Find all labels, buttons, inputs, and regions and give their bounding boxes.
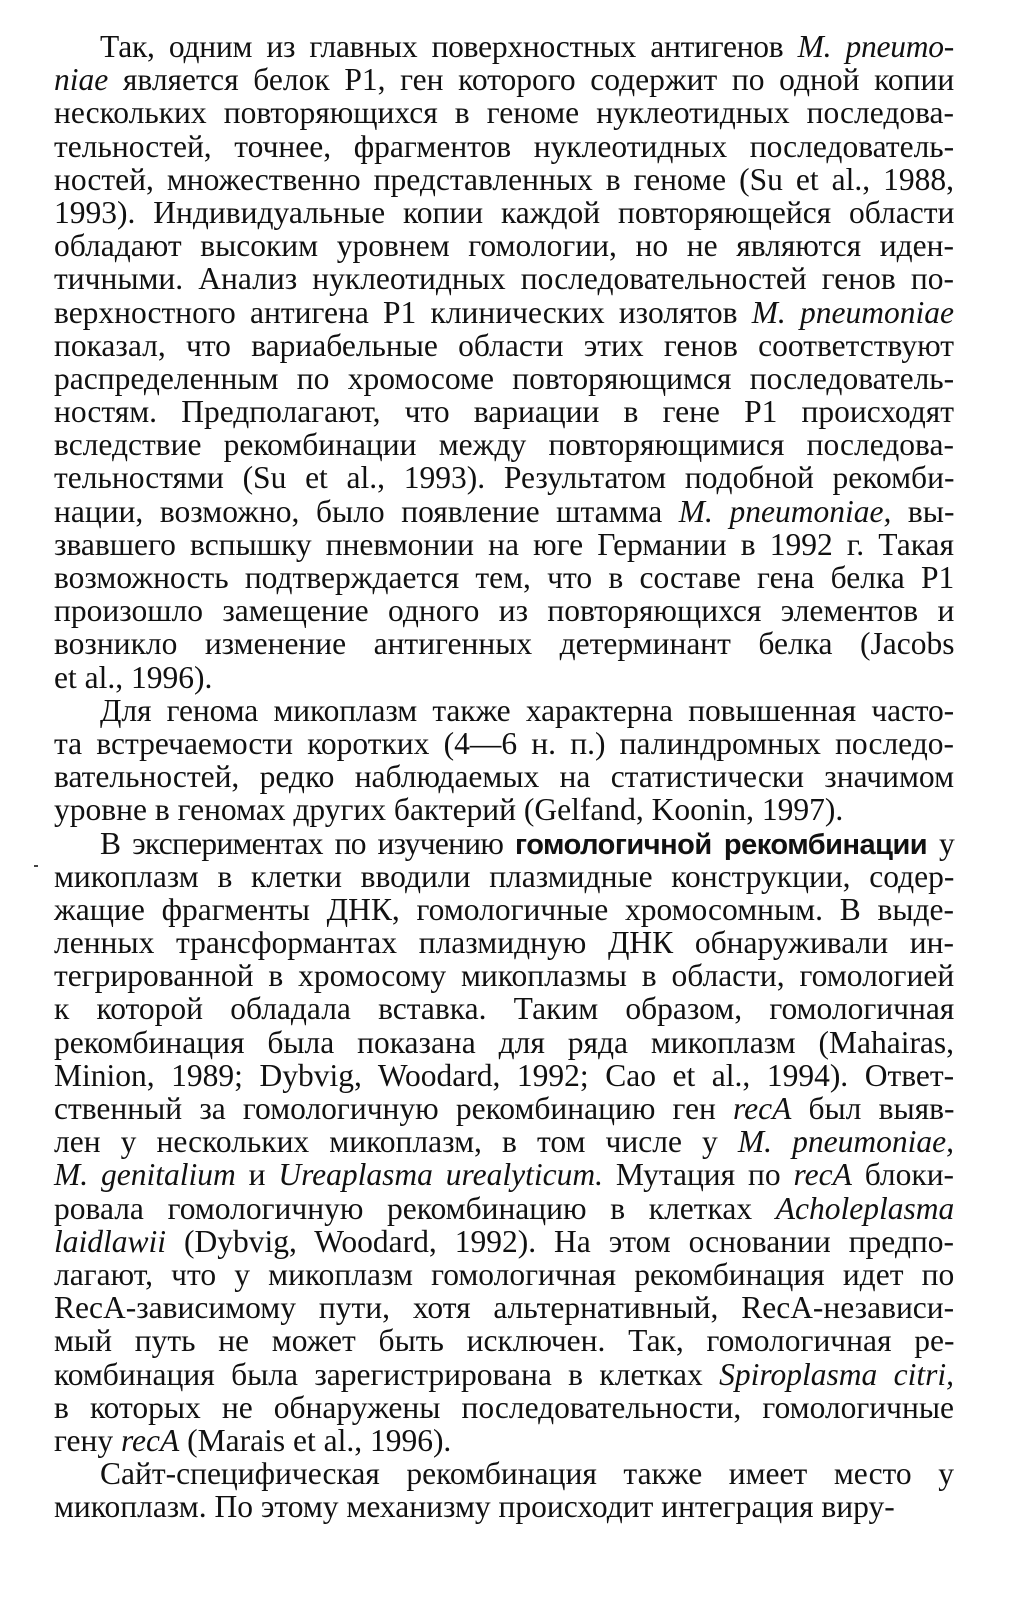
text-line bbox=[54, 262, 954, 295]
bold-term: гомологичной рекомбинации bbox=[515, 828, 928, 861]
text-segment: жащие фрагменты ДНК, гомологичные хромосомным. В выде- bbox=[54, 891, 954, 927]
italic-text: M. genitalium bbox=[54, 1157, 236, 1193]
text-line bbox=[54, 1424, 954, 1457]
text-line bbox=[54, 1391, 954, 1424]
text-line bbox=[54, 63, 954, 96]
text-segment: верхностного антигена Р1 клинических изолятов bbox=[54, 294, 752, 330]
text-segment: лагают, что у микоплазм гомологичная рекомбинация идет по bbox=[54, 1256, 955, 1292]
text-segment: и bbox=[235, 1157, 279, 1193]
text-line bbox=[54, 229, 954, 262]
text-line bbox=[54, 495, 954, 528]
text-segment: ностей, множественно представленных в геноме (Su et al., 1988, bbox=[54, 161, 954, 197]
text-segment: Так, одним из главных поверхностных антигенов bbox=[100, 29, 798, 64]
text-segment: тельностями (Su et al., 1993). Результатом подобной рекомби- bbox=[54, 460, 955, 496]
text-line bbox=[54, 428, 954, 461]
italic-text: Ureaplasma urealyticum. bbox=[278, 1157, 603, 1193]
text-line bbox=[54, 561, 954, 594]
italic-text: laidlawii bbox=[54, 1223, 167, 1259]
italic-text: M. pneumo- bbox=[797, 29, 954, 64]
text-segment: Для генома микоплазм также характерна повышенная часто- bbox=[100, 692, 954, 728]
text-line bbox=[54, 959, 954, 992]
text-line bbox=[54, 1059, 954, 1092]
text-segment: Minion, 1989; Dybvig, Woodard, 1992; Cao et al., 1994). Ответ- bbox=[54, 1057, 955, 1093]
text-segment: ностям. Предполагают, что вариации в гене Р1 происходят bbox=[54, 394, 954, 430]
text-line bbox=[54, 296, 954, 329]
text-segment: к которой обладала вставка. Таким образом, гомологичная bbox=[54, 991, 955, 1027]
text-line bbox=[54, 727, 954, 760]
text-line bbox=[54, 661, 954, 694]
paragraph bbox=[54, 827, 954, 1458]
text-segment: обладают высоким уровнем гомологии, но не являются иден- bbox=[54, 228, 954, 264]
italic-text: M. pneumoniae, bbox=[737, 1124, 954, 1160]
text-line bbox=[54, 1092, 954, 1125]
paragraph bbox=[54, 30, 954, 694]
italic-text: recA bbox=[120, 1422, 180, 1458]
text-segment: нескольких повторяющихся в геноме нуклеотидных последова- bbox=[54, 95, 955, 131]
text-segment: тегрированной в хромосому микоплазмы в области, гомологией bbox=[54, 958, 955, 994]
text-line bbox=[54, 1225, 954, 1258]
text-line bbox=[54, 860, 954, 893]
text-line bbox=[54, 1291, 954, 1324]
text-segment: возможность подтверждается тем, что в составе гена белка Р1 bbox=[54, 560, 955, 595]
text-line bbox=[54, 594, 954, 627]
text-segment: произошло замещение одного из повторяющихся элементов и bbox=[54, 593, 955, 629]
text-segment: распределенным по хромосоме повторяющимся последователь- bbox=[54, 360, 955, 396]
text-segment: блоки- bbox=[851, 1157, 955, 1193]
text-line bbox=[54, 893, 954, 926]
text-line bbox=[54, 1490, 954, 1523]
italic-text: Spiroplasma citri, bbox=[719, 1356, 954, 1392]
text-segment: вательностей, редко наблюдаемых на статистически значимом bbox=[54, 759, 954, 795]
italic-text: Acholeplasma bbox=[775, 1190, 955, 1226]
text-segment: (Dybvig, Woodard, 1992). На этом основании предпо- bbox=[166, 1223, 954, 1259]
italic-text: M. pneumoniae, bbox=[678, 493, 892, 529]
document-page bbox=[54, 30, 954, 1523]
text-segment: ровала гомологичную рекомбинацию в клетках bbox=[54, 1190, 776, 1226]
text-line bbox=[54, 1125, 954, 1158]
text-line bbox=[54, 627, 954, 660]
italic-text: niae bbox=[54, 62, 109, 98]
text-line bbox=[54, 694, 954, 727]
text-segment: в которых не обнаружены последовательности, гомологичные bbox=[54, 1389, 954, 1425]
text-segment: микоплазм. По этому механизму происходит интеграция виру- bbox=[54, 1489, 895, 1525]
text-segment: микоплазм в клетки вводили плазмидные конструкции, содер- bbox=[54, 858, 955, 894]
italic-text: M. pneumoniae bbox=[751, 294, 954, 330]
text-segment: гену bbox=[54, 1422, 121, 1458]
text-segment: та встречаемости коротких (4—6 н. п.) палиндромных последо- bbox=[54, 725, 954, 761]
text-segment: RecA-зависимому пути, хотя альтернативный, RecA-независи- bbox=[54, 1290, 955, 1326]
text-segment: (Marais et al., 1996). bbox=[179, 1422, 452, 1458]
italic-text: recA bbox=[733, 1091, 792, 1126]
text-segment: является белок Р1, ген которого содержит по одной копии bbox=[108, 62, 955, 98]
text-segment: Мутация по bbox=[602, 1157, 794, 1193]
text-segment: вследствие рекомбинации между повторяющимися последова- bbox=[54, 427, 954, 463]
text-line bbox=[54, 130, 954, 163]
text-line bbox=[54, 362, 954, 395]
text-segment: тичными. Анализ нуклеотидных последовательностей генов по- bbox=[54, 261, 954, 297]
text-segment: рекомбинация была показана для ряда микоплазм (Mahairas, bbox=[54, 1024, 955, 1060]
text-line bbox=[54, 528, 954, 561]
text-segment: ленных трансформантах плазмидную ДНК обнаруживали ин- bbox=[54, 925, 954, 961]
text-segment: В экспериментах по изучению bbox=[100, 825, 515, 861]
text-segment: показал, что вариабельные области этих генов соответствуют bbox=[54, 327, 954, 363]
text-line bbox=[54, 1158, 954, 1191]
text-segment: 1993). Индивидуальные копии каждой повторяющейся области bbox=[54, 194, 955, 230]
text-segment: лен у нескольких микоплазм, в том числе у bbox=[54, 1124, 738, 1160]
text-segment: у bbox=[927, 825, 954, 861]
text-segment: звавшего вспышку пневмонии на юге Германии в 1992 г. Такая bbox=[54, 526, 954, 562]
italic-text: recA bbox=[793, 1157, 852, 1193]
paragraph bbox=[54, 694, 954, 827]
text-line bbox=[54, 1358, 954, 1391]
text-segment: Сайт-специфическая рекомбинация также имеет место у bbox=[100, 1456, 954, 1492]
text-line bbox=[54, 760, 954, 793]
text-segment: вы- bbox=[891, 493, 955, 529]
text-line bbox=[54, 30, 954, 63]
text-segment: тельностей, точнее, фрагментов нуклеотидных последователь- bbox=[54, 128, 955, 164]
text-line bbox=[54, 926, 954, 959]
margin-mark bbox=[34, 865, 38, 867]
text-segment: возникло изменение антигенных детерминант белка (Jacobs bbox=[54, 626, 955, 662]
text-line bbox=[54, 1324, 954, 1357]
text-segment: et al., 1996). bbox=[54, 659, 213, 695]
text-line bbox=[54, 96, 954, 129]
text-line bbox=[54, 793, 954, 826]
text-line bbox=[54, 1457, 954, 1490]
text-line bbox=[54, 163, 954, 196]
text-line bbox=[54, 395, 954, 428]
text-segment: был выяв- bbox=[791, 1091, 955, 1126]
text-line bbox=[54, 827, 954, 860]
text-segment: нации, возможно, было появление штамма bbox=[54, 493, 679, 529]
text-line bbox=[54, 461, 954, 494]
paragraph bbox=[54, 1457, 954, 1523]
text-line bbox=[54, 1258, 954, 1291]
text-line bbox=[54, 196, 954, 229]
text-line bbox=[54, 992, 954, 1025]
text-line bbox=[54, 1026, 954, 1059]
text-segment: комбинация была зарегистрирована в клетках bbox=[54, 1356, 720, 1392]
text-segment: уровне в геномах других бактерий (Gelfand, Koonin, 1997). bbox=[54, 792, 844, 828]
text-segment: мый путь не может быть исключен. Так, гомологичная ре- bbox=[54, 1323, 955, 1359]
text-segment: ственный за гомологичную рекомбинацию ген bbox=[54, 1091, 734, 1126]
text-line bbox=[54, 329, 954, 362]
text-line bbox=[54, 1192, 954, 1225]
